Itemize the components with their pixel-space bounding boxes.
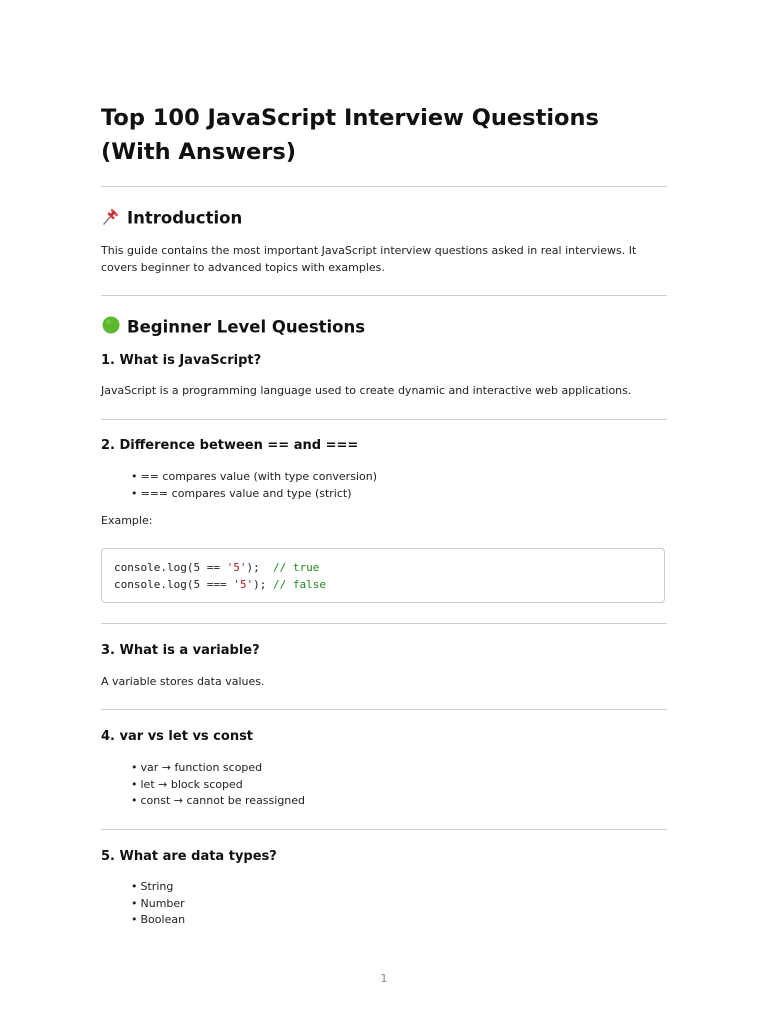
page-number: 1 xyxy=(380,972,388,985)
divider xyxy=(101,623,667,624)
question-answer: A variable stores data values. xyxy=(101,675,265,688)
question-heading: 2. Difference between == and === xyxy=(101,438,359,453)
bullet-list xyxy=(131,879,185,929)
list-item: • === compares value and type (strict) xyxy=(131,486,352,500)
intro-text: This guide contains the most important JavaScript interview questions asked in real interviews. It covers beginner to advanced topics with examples. xyxy=(101,244,637,274)
bullet-list xyxy=(131,469,377,502)
code-line: console.log(5 === '5'); // false xyxy=(114,577,326,591)
question-heading: 1. What is JavaScript? xyxy=(101,353,262,368)
beginner-heading: Beginner Level Questions xyxy=(101,315,365,341)
question-heading: 4. var vs let vs const xyxy=(101,729,254,744)
list-item: • var → function scoped xyxy=(131,761,263,774)
bullet-list xyxy=(131,760,305,810)
page-title: Top 100 JavaScript Interview Questions (With Answers) xyxy=(101,105,599,165)
question-heading: 3. What is a variable? xyxy=(101,643,260,658)
list-item: • let → block scoped xyxy=(131,777,243,791)
question-answer: JavaScript is a programming language used to create dynamic and interactive web applications. xyxy=(101,384,632,397)
divider xyxy=(101,829,667,830)
example-label: Example: xyxy=(101,514,153,527)
list-item: • String xyxy=(131,880,174,893)
divider xyxy=(101,186,667,187)
code-line: console.log(5 == '5'); // true xyxy=(114,561,320,574)
green-circle-icon xyxy=(101,315,121,341)
divider xyxy=(101,419,667,420)
list-item: • == compares value (with type conversion) xyxy=(131,470,377,483)
divider xyxy=(101,295,667,296)
list-item: • Number xyxy=(131,896,185,910)
code-block xyxy=(101,548,665,603)
divider xyxy=(101,709,667,710)
question-heading: 5. What are data types? xyxy=(101,849,277,864)
pushpin-icon xyxy=(101,206,121,232)
list-item: • const → cannot be reassigned xyxy=(131,794,306,808)
list-item: • Boolean xyxy=(131,913,186,927)
intro-heading: Introduction xyxy=(101,206,242,232)
